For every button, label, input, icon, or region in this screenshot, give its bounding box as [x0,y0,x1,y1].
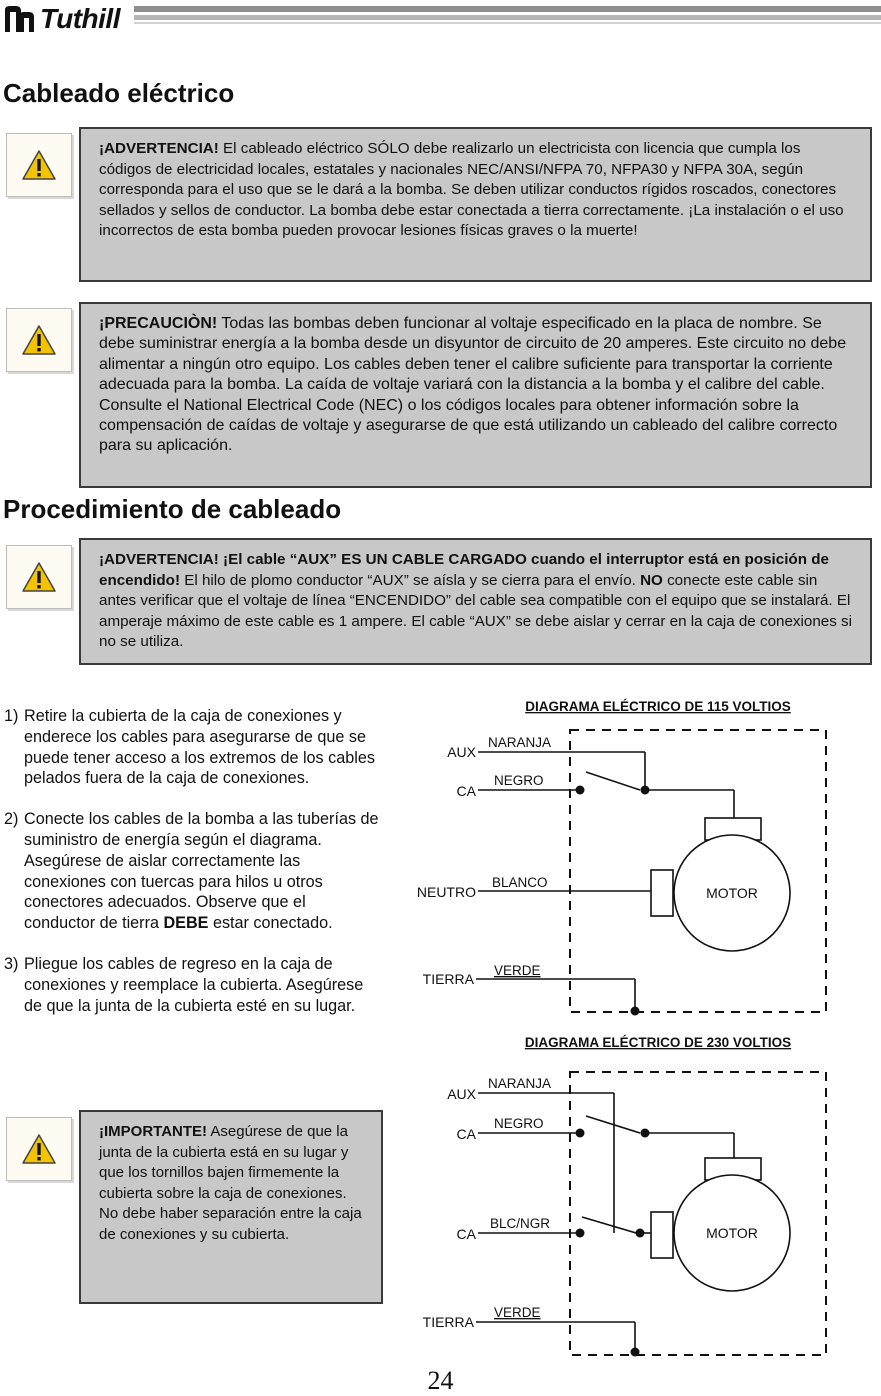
warning-box-electrician [79,127,872,282]
wire-naranja: NARANJA [488,1076,552,1091]
label-ca: CA [456,783,476,799]
step-number: 3) [4,954,19,973]
label-ca-2: CA [456,1226,476,1242]
warning-icon-box [6,545,72,609]
tuthill-logo [2,2,120,36]
label-neutro: NEUTRO [416,884,476,900]
warning-text: El cableado eléctrico SÓLO debe realizarlo un electricista con licencia que cumpla los códigos de electricidad locales, estatales y nacionales NEC/ANSI/NFPA 70, NFPA30 y NFPA 30A, según corresponda para el uso que se le dará a la bomba. Se deben utilizar conductos rígidos roscados, conectores sellados y sellos de conductor. La bomba debe estar conectada a tierra correctamente. ¡La instalación o el uso incorrectos de esta bomba pueden provocar lesiones físicas graves o la muerte! [99,140,844,239]
warning-aux-text2: conecte este cable sin antes verificar que el voltaje de línea “ENCENDIDO” del cable sea compatible con el equipo que se instalará. El amperaje máximo de este cable es 1 ampere. El cable “AUX” se debe aislar y cerrar en la caja de conexiones si no se utiliza. [99,571,852,650]
page-number: 24 [427,1366,454,1395]
important-box-gasket [79,1110,383,1304]
caution-box-voltage [79,302,872,488]
procedure-steps [4,706,379,1036]
step-number: 1) [4,707,19,725]
motor-label: MOTOR [706,1225,758,1241]
caution-icon-box [6,308,72,372]
warning-lead: ¡ADVERTENCIA! [99,140,219,157]
wire-naranja: NARANJA [488,735,552,750]
label-aux: AUX [447,1086,476,1102]
tuthill-logo-icon [2,4,36,34]
logo-text: Tuthill [40,3,120,34]
step-text: Retire la cubierta de la caja de conexiones y enderece los cables para asegurarse de que se puede tener acceso a los extremos de los cables pelados fuera de la caja de conexiones. [24,707,375,788]
warning-triangle-icon [21,324,57,356]
section-title-wiring: Cableado eléctrico [3,78,235,108]
wire-negro: NEGRO [494,773,544,788]
diagram-title: DIAGRAMA ELÉCTRICO DE 230 VOLTIOS [524,1035,792,1050]
step-text: Pliegue los cables de regreso en la caja de conexiones y reemplace la cubierta. Asegúrese de que la junta de la cubierta esté en su lugar. [24,954,364,1015]
caution-text: Todas las bombas deben funcionar al voltaje especificado en la placa de nombre. Se debe suministrar energía a la bomba desde un disyuntor de circuito de 20 amperes. Este circuito no debe alimentar a ningún otro equipo. Los cables deben tener el calibre suficiente para transportar la corriente adecuada para la bomba. La caída de voltaje variará con la distancia a la bomba y el calibre del cable. Consulte el National Electrical Code (NEC) o los códigos locales para obtener información sobre la compensación de caídas de voltaje y asegurarse de que está utilizando un cableado del calibre correcto para su aplicación. [99,315,847,455]
wire-verde: VERDE [494,1305,541,1320]
wire-verde: VERDE [494,963,541,978]
wire-blanco: BLANCO [492,875,548,890]
label-tierra: TIERRA [422,1314,474,1330]
label-aux: AUX [447,744,476,760]
warning-aux-lead: ¡ADVERTENCIA! ¡El cable “AUX” ES UN CABLE CARGADO cuando el interruptor está en posición de encendido! [99,551,829,589]
caution-lead: ¡PRECAUCIÒN! [99,315,218,332]
wire-blc-ngr: BLC/NGR [490,1216,551,1231]
procedure-step [4,706,379,789]
warning-triangle-icon [21,561,57,593]
warning-triangle-icon [21,149,57,181]
step-number: 2) [4,810,19,829]
warning-triangle-icon [21,1133,57,1165]
warning-aux-text1: El hilo de plomo conductor “AUX” se aísla y se cierra para el envío. [180,571,641,589]
warning-aux-no: NO [640,571,663,589]
step-bold-debe: DEBE [163,914,209,933]
diagram-title: DIAGRAMA ELÉCTRICO DE 115 VOLTIOS [525,699,791,714]
label-ca-1: CA [456,1126,476,1142]
wire-negro: NEGRO [494,1116,544,1131]
section-title-procedure: Procedimiento de cableado [3,494,342,524]
wiring-diagram-115v [400,690,840,1020]
important-icon-box [6,1117,72,1181]
procedure-step [4,809,379,934]
step-text: Conecte los cables de la bomba a las tuberías de suministro de energía según el diagrama. Asegúrese de aislar correctamente las conexiones con tuercas para hilos u otros conectores adecuados. Observe que el conductor de tierra DEBE estar conectado. [24,810,379,933]
label-tierra: TIERRA [422,971,474,987]
wiring-diagram-230v [400,1030,840,1362]
header-rule [134,6,881,26]
warning-box-aux-cable [79,538,872,665]
motor-label: MOTOR [706,885,758,901]
warning-icon-box [6,133,72,197]
important-text: Asegúrese de que la junta de la cubierta está en su lugar y que los tornillos bajen firmemente la cubierta sobre la caja de conexiones. No debe haber separación entre la caja de conexiones y su cubierta. [99,1123,362,1243]
important-lead: ¡IMPORTANTE! [99,1123,208,1140]
procedure-step [4,954,379,1016]
